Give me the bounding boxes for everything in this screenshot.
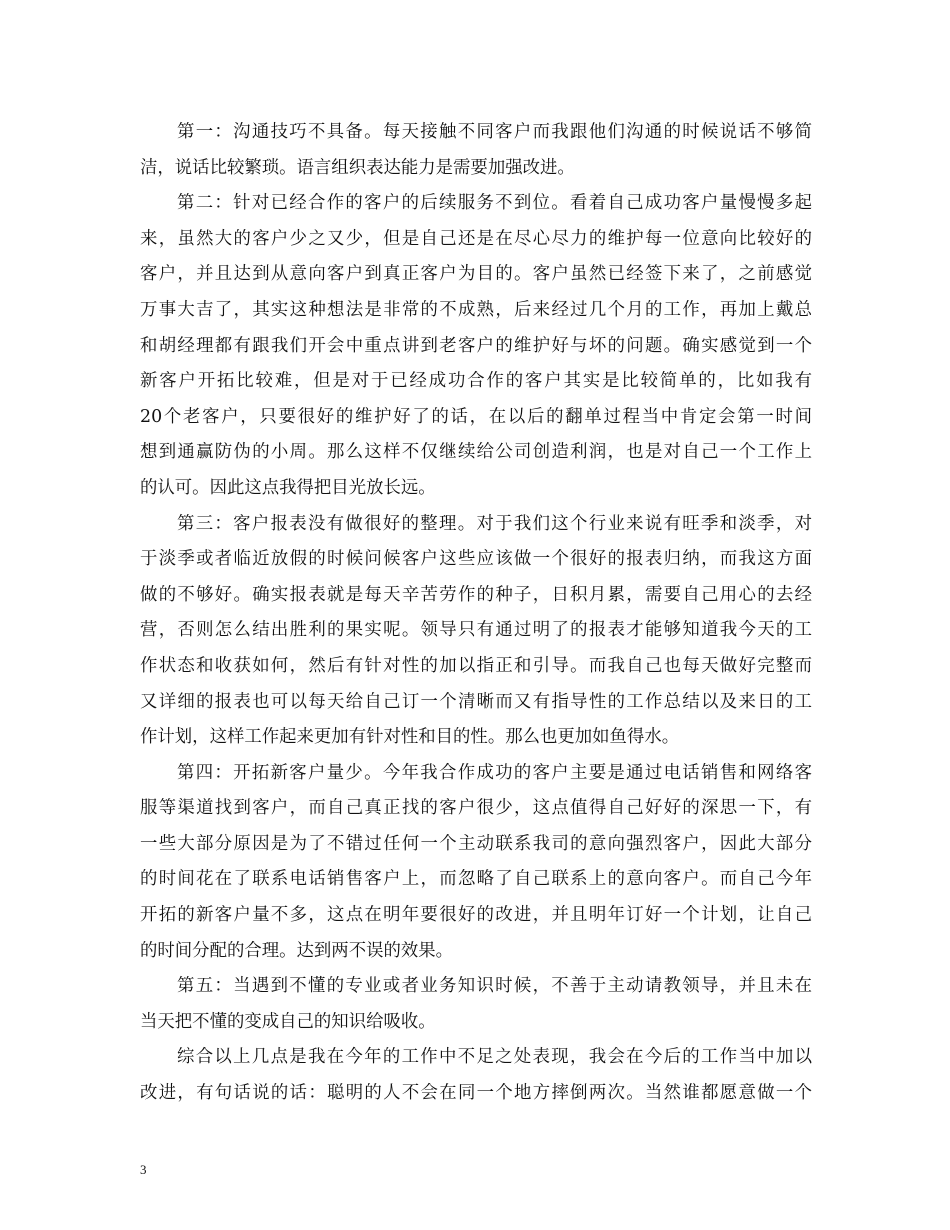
text-line: 服等渠道找到客户，而自己真正找的客户很少，这点值得自己好好的深思一下，有 (140, 798, 812, 819)
text-line: 改进，有句话说的话：聪明的人不会在同一个地方摔倒两次。当然谁都愿意做一个 (140, 1083, 812, 1104)
text-line: 又详细的报表也可以每天给自己订一个清晰而又有指导性的工作总结以及来日的工 (140, 691, 812, 712)
text-line: 开拓的新客户量不多，这点在明年要很好的改进，并且明年订好一个计划，让自己 (140, 905, 812, 926)
text-line: 新客户开拓比较难，但是对于已经成功合作的客户其实是比较简单的，比如我有 (140, 371, 812, 392)
text-line: 万事大吉了，其实这种想法是非常的不成熟，后来经过几个月的工作，再加上戴总 (140, 299, 812, 320)
text-line: 第一：沟通技巧不具备。每天接触不同客户而我跟他们沟通的时候说话不够简 (177, 122, 812, 142)
text-line: 一些大部分原因是为了不错过任何一个主动联系我司的意向强烈客户，因此大部分 (140, 833, 812, 854)
text-line: 20个老客户，只要很好的维护好了的话，在以后的翻单过程当中肯定会第一时间 (140, 406, 812, 427)
text-line: 来，虽然大的客户少之又少，但是自己还是在尽心尽力的维护每一位意向比较好的 (140, 228, 812, 249)
text-line: 的时间花在了联系电话销售客户上，而忽略了自己联系上的意向客户。而自己今年 (140, 869, 812, 890)
text-line: 作计划，这样工作起来更加有针对性和目的性。那么也更加如鱼得水。 (140, 727, 680, 748)
text-line: 第五：当遇到不懂的专业或者业务知识时候，不善于主动请教领导，并且未在 (177, 976, 812, 997)
text-line: 第四：开拓新客户量少。今年我合作成功的客户主要是通过电话销售和网络客 (177, 762, 812, 783)
text-line: 第三：客户报表没有做很好的整理。对于我们这个行业来说有旺季和淡季，对 (177, 513, 812, 534)
text-line: 的认可。因此这点我得把目光放长远。 (140, 477, 436, 498)
text-line: 想到通赢防伪的小周。那么这样不仅继续给公司创造利润，也是对自己一个工作上 (140, 442, 812, 463)
text-line: 做的不够好。确实报表就是每天辛苦劳作的种子，日积月累，需要自己用心的去经 (140, 584, 812, 605)
text-line: 作状态和收获如何，然后有针对性的加以指正和引导。而我自己也每天做好完整而 (140, 655, 812, 676)
page-number: 3 (140, 1162, 147, 1177)
text-line: 洁，说话比较繁琐。语言组织表达能力是需要加强改进。 (140, 157, 575, 178)
text-line: 于淡季或者临近放假的时候问候客户这些应该做一个很好的报表归纳，而我这方面 (140, 549, 812, 570)
body-text (140, 115, 812, 1112)
text-line: 营，否则怎么结出胜利的果实呢。领导只有通过明了的报表才能够知道我今天的工 (140, 620, 812, 641)
text-line: 第二：针对已经合作的客户的后续服务不到位。看着自己成功客户量慢慢多起 (177, 193, 812, 214)
text-line: 综合以上几点是我在今年的工作中不足之处表现，我会在今后的工作当中加以 (177, 1047, 812, 1068)
text-line: 客户，并且达到从意向客户到真正客户为目的。客户虽然已经签下来了，之前感觉 (140, 264, 812, 285)
text-line: 和胡经理都有跟我们开会中重点讲到老客户的维护好与坏的问题。确实感觉到一个 (140, 335, 812, 356)
text-line: 的时间分配的合理。达到两不误的效果。 (140, 940, 454, 961)
text-line: 当天把不懂的变成自己的知识给吸收。 (140, 1011, 436, 1032)
